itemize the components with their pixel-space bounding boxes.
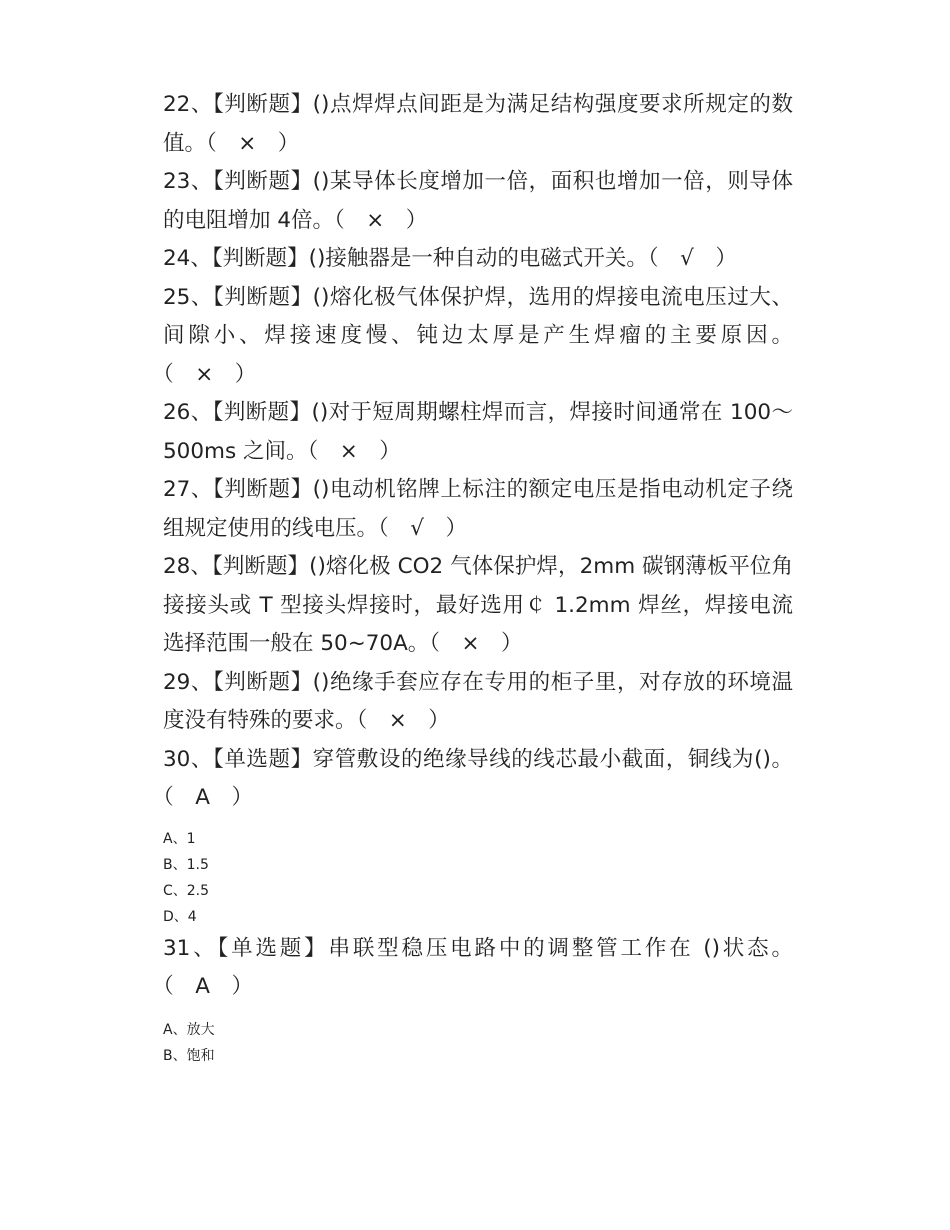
option-30-b: B、1.5 <box>163 856 209 873</box>
option-30-a: A、1 <box>163 830 196 847</box>
question-24: 24、【判断题】()接触器是一种自动的电磁式开关。（ √ ） <box>163 246 737 271</box>
option-30-d: D、4 <box>163 908 197 925</box>
option-30-c: C、2.5 <box>163 882 210 899</box>
question-26: 26、【判断题】()对于短周期螺柱焊而言，焊接时间通常在 100～500ms 之间。（ × ） <box>163 400 793 464</box>
answer-27: （ √ ） <box>378 515 467 541</box>
answer-24: （ √ ） <box>647 246 737 271</box>
options-31 <box>163 1017 793 1069</box>
question-27: 27、【判断题】()电动机铭牌上标注的额定电压是指电动机定子绕组规定使用的线电压。（ √ ） <box>163 477 793 541</box>
question-23: 23、【判断题】()某导体长度增加一倍，面积也增加一倍，则导体的电阻增加 4倍。（ × ） <box>163 169 793 233</box>
answer-23: （ × ） <box>334 207 428 233</box>
question-30: 30、【单选题】穿管敷设的绝缘导线的线芯最小截面，铜线为()。（ A ） <box>163 746 793 810</box>
answer-30: （ A ） <box>163 785 253 810</box>
question-22: 22、【判断题】()点焊焊点间距是为满足结构强度要求所规定的数值。（ × ） <box>163 92 793 156</box>
answer-28: （ × ） <box>429 631 523 656</box>
options-30 <box>163 826 793 930</box>
answer-29: （ × ） <box>356 708 450 733</box>
answer-31: （ A ） <box>163 974 253 999</box>
answer-22: （ × ） <box>206 130 300 156</box>
option-31-b: B、饱和 <box>163 1047 215 1064</box>
answer-26: （ × ） <box>307 438 401 464</box>
question-list <box>163 86 793 1069</box>
answer-25: （ × ） <box>163 361 257 387</box>
question-28: 28、【判断题】()熔化极 CO2 气体保护焊，2mm 碳钢薄板平位角接接头或 T 型接头焊接时，最好选用￠ 1.2mm 焊丝，焊接电流选择范围一般在 50~70A。（ × ） <box>163 554 793 656</box>
option-31-a: A、放大 <box>163 1021 215 1038</box>
question-31: 31、【单选题】串联型稳压电路中的调整管工作在 ()状态。（ A ） <box>163 935 793 999</box>
question-25: 25、【判断题】()熔化极气体保护焊，选用的焊接电流电压过大、间隙小、焊接速度慢、钝边太厚是产生焊瘤的主要原因。（ × ） <box>163 284 793 387</box>
question-29: 29、【判断题】()绝缘手套应存在专用的柜子里，对存放的环境温度没有特殊的要求。（ × ） <box>163 669 793 733</box>
